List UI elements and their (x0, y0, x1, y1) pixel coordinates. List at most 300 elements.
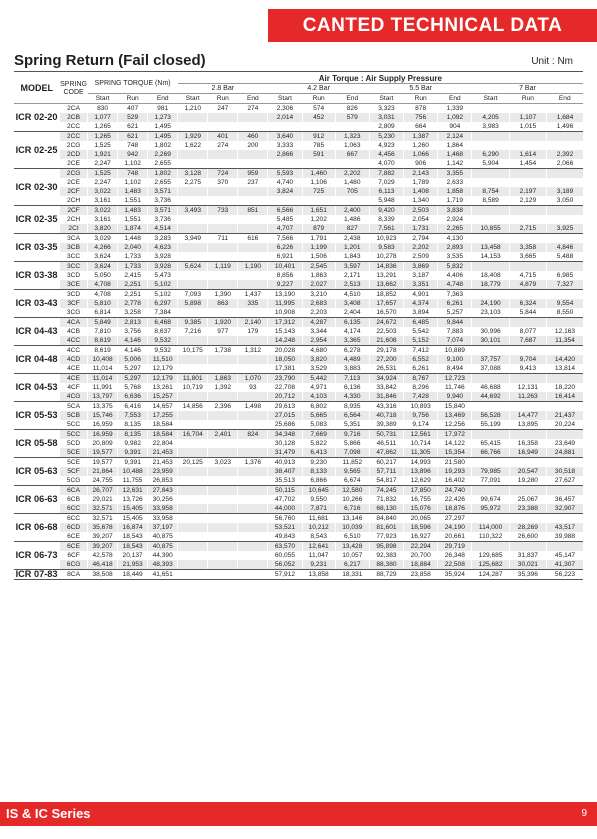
torque-cell (178, 570, 208, 580)
table-row (14, 532, 583, 542)
torque-cell: 3,358 (509, 243, 546, 252)
torque-cell (547, 290, 583, 300)
torque-cell: 1,460 (302, 169, 335, 179)
torque-cell (335, 122, 369, 132)
torque-cell: 2,014 (268, 113, 302, 122)
torque-cell: 8,296 (404, 383, 438, 392)
torque-cell (238, 551, 268, 560)
torque-cell (302, 122, 335, 132)
torque-cell: 11,746 (438, 383, 472, 392)
torque-cell (208, 411, 238, 420)
spring-code-cell: 2CF (60, 187, 88, 196)
model-cell: ICR 02-30 (14, 169, 60, 206)
torque-cell (509, 430, 546, 440)
torque-cell: 6,324 (509, 299, 546, 308)
torque-cell: 724 (208, 169, 238, 179)
torque-cell (547, 542, 583, 552)
torque-cell: 1,480 (335, 178, 369, 187)
torque-cell: 5,485 (268, 215, 302, 224)
torque-cell: 1,684 (547, 113, 583, 122)
torque-cell: 10,057 (335, 551, 369, 560)
table-row (14, 411, 583, 420)
torque-cell: 29,178 (369, 346, 403, 356)
torque-cell: 41,651 (148, 570, 178, 580)
header-rule (14, 71, 583, 72)
torque-cell: 179 (238, 327, 268, 336)
torque-cell: 10,039 (335, 523, 369, 532)
torque-cell: 3,756 (118, 327, 148, 336)
torque-cell (208, 504, 238, 514)
torque-cell (472, 374, 509, 384)
torque-cell (547, 262, 583, 272)
torque-cell: 24,881 (547, 448, 583, 458)
torque-cell: 54,817 (369, 476, 403, 486)
torque-cell: 10,401 (268, 262, 302, 272)
torque-cell (208, 150, 238, 159)
torque-cell: 10,175 (178, 346, 208, 356)
table-row (14, 308, 583, 318)
torque-cell: 9,391 (118, 448, 148, 458)
table-row (14, 495, 583, 504)
torque-cell: 5,542 (404, 327, 438, 336)
table-row (14, 476, 583, 486)
torque-cell: 2,513 (335, 280, 369, 290)
torque-cell: 1,190 (238, 262, 268, 272)
spring-code-cell: 2CD (60, 150, 88, 159)
torque-cell: 39,207 (88, 542, 118, 552)
torque-cell: 30,256 (148, 495, 178, 504)
torque-cell: 3,624 (88, 262, 118, 272)
table-row (14, 234, 583, 244)
torque-cell: 34,924 (369, 374, 403, 384)
torque-cell: 3,824 (268, 187, 302, 196)
torque-cell: 4,103 (302, 392, 335, 402)
torque-cell: 7,871 (302, 504, 335, 514)
torque-cell: 370 (208, 178, 238, 187)
torque-cell: 2,545 (302, 262, 335, 272)
torque-cell: 4,846 (547, 243, 583, 252)
torque-cell (335, 196, 369, 206)
torque-cell (238, 336, 268, 346)
torque-cell: 74,245 (369, 486, 403, 496)
torque-cell: 23,649 (547, 439, 583, 448)
spring-code-cell: 2CH (60, 196, 88, 206)
torque-cell: 6,921 (268, 252, 302, 262)
torque-cell: 2,438 (335, 234, 369, 244)
torque-cell: 1,791 (302, 234, 335, 244)
table-row (14, 206, 583, 216)
torque-cell (238, 196, 268, 206)
torque-cell (238, 271, 268, 280)
table-row (14, 122, 583, 132)
page-number: 9 (581, 808, 587, 819)
torque-cell: 4,879 (509, 280, 546, 290)
spring-code-cell: 3CA (60, 234, 88, 244)
torque-cell (208, 308, 238, 318)
torque-cell: 5,768 (118, 383, 148, 392)
torque-cell: 9,391 (118, 458, 148, 468)
torque-cell: 4,740 (268, 178, 302, 187)
torque-cell: 8,619 (88, 346, 118, 356)
torque-cell: 3,529 (302, 364, 335, 374)
torque-cell: 407 (118, 104, 148, 114)
torque-cell: 8,589 (472, 196, 509, 206)
torque-cell: 1,408 (404, 187, 438, 196)
torque-cell: 10,645 (302, 486, 335, 496)
spring-code-cell: 5CB (60, 411, 88, 420)
torque-cell: 942 (118, 150, 148, 159)
spring-code-cell: 3CC (60, 252, 88, 262)
torque-cell: 1,614 (509, 150, 546, 159)
torque-cell: 3,820 (302, 355, 335, 364)
torque-cell (547, 402, 583, 412)
torque-cell: 977 (208, 327, 238, 336)
sub-header-run: Run (208, 94, 238, 104)
torque-cell: 8,339 (369, 215, 403, 224)
torque-cell (178, 523, 208, 532)
torque-cell: 1,070 (238, 374, 268, 384)
torque-cell: 21,453 (148, 458, 178, 468)
torque-cell: 11,755 (118, 476, 148, 486)
spring-code-cell: 2CF (60, 206, 88, 216)
torque-cell: 621 (118, 132, 148, 142)
torque-cell: 4,456 (369, 150, 403, 159)
torque-cell (178, 224, 208, 234)
torque-cell: 27,015 (268, 411, 302, 420)
model-cell: ICR 06-73 (14, 542, 60, 570)
torque-cell (547, 206, 583, 216)
torque-cell: 3,535 (438, 252, 472, 262)
sub-header-run: Run (404, 94, 438, 104)
torque-cell: 1,202 (302, 215, 335, 224)
torque-cell (238, 392, 268, 402)
torque-cell: 71,832 (369, 495, 403, 504)
torque-cell: 17,312 (268, 318, 302, 328)
torque-cell: 114,000 (472, 523, 509, 532)
torque-cell: 33,958 (148, 504, 178, 514)
torque-cell: 4,489 (335, 355, 369, 364)
torque-cell: 3,161 (88, 196, 118, 206)
torque-cell (472, 458, 509, 468)
torque-cell: 3,351 (404, 280, 438, 290)
torque-cell: 8,767 (404, 374, 438, 384)
torque-cell: 5,050 (88, 271, 118, 280)
torque-cell: 5,230 (369, 132, 403, 142)
torque-cell: 7,561 (369, 224, 403, 234)
header-pressure: 7 Bar (472, 84, 583, 94)
torque-cell (208, 355, 238, 364)
torque-cell: 23,959 (148, 467, 178, 476)
torque-cell: 56,223 (547, 570, 583, 580)
torque-cell: 2,129 (509, 196, 546, 206)
sub-header-start: Start (268, 94, 302, 104)
torque-cell: 1,495 (148, 122, 178, 132)
torque-cell (238, 523, 268, 532)
torque-cell: 3,022 (88, 206, 118, 216)
torque-cell: 55,199 (472, 420, 509, 430)
torque-cell: 4,266 (88, 243, 118, 252)
torque-cell: 9,554 (547, 299, 583, 308)
torque-cell: 8,543 (302, 532, 335, 542)
torque-cell: 15,405 (118, 504, 148, 514)
torque-cell: 10,266 (335, 495, 369, 504)
torque-cell: 5,257 (438, 308, 472, 318)
torque-cell: 2,054 (404, 215, 438, 224)
header-pressure: 2.8 Bar (178, 84, 268, 94)
torque-cell: 15,257 (148, 392, 178, 402)
torque-cell: 2,143 (404, 169, 438, 179)
torque-cell: 2,392 (547, 150, 583, 159)
torque-cell (178, 364, 208, 374)
torque-cell: 7,553 (118, 411, 148, 420)
torque-cell: 3,210 (302, 290, 335, 300)
torque-cell (268, 196, 302, 206)
torque-cell: 14,657 (148, 402, 178, 412)
torque-cell: 2,655 (148, 178, 178, 187)
torque-cell: 77,091 (472, 476, 509, 486)
torque-cell: 22,294 (404, 542, 438, 552)
torque-cell: 460 (238, 132, 268, 142)
torque-cell: 6,226 (268, 243, 302, 252)
torque-cell: 1,921 (88, 150, 118, 159)
spring-code-cell: 5CD (60, 439, 88, 448)
torque-cell: 15,354 (438, 448, 472, 458)
torque-cell: 7,384 (148, 308, 178, 318)
torque-cell: 5,866 (335, 439, 369, 448)
torque-cell: 18,543 (118, 532, 148, 542)
torque-cell (208, 420, 238, 430)
torque-cell: 45,147 (547, 551, 583, 560)
torque-cell: 24,755 (88, 476, 118, 486)
sub-header-run: Run (118, 94, 148, 104)
torque-cell: 18,543 (118, 542, 148, 552)
torque-cell: 6,413 (302, 448, 335, 458)
sub-header-start: Start (88, 94, 118, 104)
torque-cell: 22,426 (438, 495, 472, 504)
torque-cell: 7,113 (335, 374, 369, 384)
torque-cell (238, 495, 268, 504)
torque-cell: 30,101 (472, 336, 509, 346)
torque-cell: 6,674 (335, 476, 369, 486)
torque-cell (178, 271, 208, 280)
torque-cell: 1,323 (335, 132, 369, 142)
torque-cell (238, 113, 268, 122)
torque-cell: 2,655 (148, 159, 178, 169)
torque-cell: 1,733 (118, 262, 148, 272)
sub-header-end: End (438, 94, 472, 104)
torque-cell: 5,083 (302, 420, 335, 430)
torque-cell: 6,416 (118, 402, 148, 412)
torque-cell: 77,923 (369, 532, 403, 542)
torque-cell (178, 560, 208, 570)
torque-cell (472, 234, 509, 244)
torque-cell (238, 150, 268, 159)
torque-cell: 18,876 (438, 504, 472, 514)
table-row (14, 570, 583, 580)
torque-cell: 12,131 (509, 383, 546, 392)
torque-cell: 1,468 (438, 150, 472, 159)
torque-cell: 6,278 (335, 346, 369, 356)
torque-cell: 1,525 (88, 169, 118, 179)
torque-cell: 8,856 (268, 271, 302, 280)
torque-cell: 30,996 (472, 327, 509, 336)
torque-cell: 2,275 (178, 178, 208, 187)
torque-cell: 43,316 (369, 402, 403, 412)
torque-cell: 16,570 (369, 308, 403, 318)
table-row (14, 271, 583, 280)
torque-cell (302, 159, 335, 169)
spring-code-cell: 2CH (60, 215, 88, 224)
spring-code-cell: 4CE (60, 364, 88, 374)
torque-cell: 3,323 (369, 104, 403, 114)
spring-code-cell: 2CC (60, 132, 88, 142)
torque-cell: 7,412 (404, 346, 438, 356)
torque-cell: 84,840 (369, 514, 403, 524)
torque-cell: 4,130 (438, 234, 472, 244)
model-cell: ICR 02-35 (14, 206, 60, 234)
torque-cell (238, 355, 268, 364)
table-row (14, 551, 583, 560)
torque-cell (178, 196, 208, 206)
torque-cell: 959 (238, 169, 268, 179)
torque-cell: 20,809 (88, 439, 118, 448)
torque-cell: 9,756 (404, 411, 438, 420)
spring-code-cell: 2CE (60, 159, 88, 169)
torque-cell (208, 448, 238, 458)
torque-cell: 18,331 (335, 570, 369, 580)
torque-cell: 6,297 (148, 299, 178, 308)
torque-cell (178, 467, 208, 476)
torque-cell: 8,494 (438, 364, 472, 374)
torque-cell (509, 374, 546, 384)
torque-cell: 1,802 (148, 169, 178, 179)
torque-cell (335, 159, 369, 169)
torque-cell: 13,146 (335, 514, 369, 524)
torque-cell: 37,088 (472, 364, 509, 374)
torque-cell: 5,297 (118, 364, 148, 374)
torque-cell: 4,510 (335, 290, 369, 300)
torque-cell: 8,135 (118, 420, 148, 430)
torque-cell: 1,525 (88, 141, 118, 150)
spring-code-cell: 5CF (60, 467, 88, 476)
table-row (14, 336, 583, 346)
torque-cell (238, 542, 268, 552)
torque-cell (509, 486, 546, 496)
torque-cell: 830 (88, 104, 118, 114)
torque-cell (208, 243, 238, 252)
torque-cell: 10,855 (472, 224, 509, 234)
torque-cell: 16,959 (88, 420, 118, 430)
torque-cell (178, 113, 208, 122)
model-cell: ICR 06-68 (14, 514, 60, 542)
torque-cell (208, 570, 238, 580)
torque-cell: 2,893 (438, 243, 472, 252)
table-row (14, 243, 583, 252)
torque-cell: 10,714 (404, 439, 438, 448)
spring-code-cell: 3CD (60, 290, 88, 300)
torque-cell (208, 159, 238, 169)
torque-cell: 5,904 (472, 159, 509, 169)
torque-cell: 4,623 (148, 243, 178, 252)
header-air-torque: Air Torque : Air Supply Pressure (178, 74, 583, 84)
torque-cell: 11,991 (88, 383, 118, 392)
torque-cell (178, 411, 208, 420)
torque-cell: 40,875 (148, 542, 178, 552)
torque-cell: 667 (335, 150, 369, 159)
torque-cell: 38,407 (268, 467, 302, 476)
table-row (14, 169, 583, 179)
table-row (14, 187, 583, 196)
torque-cell: 53,521 (268, 523, 302, 532)
torque-cell: 748 (118, 141, 148, 150)
torque-cell (178, 420, 208, 430)
torque-cell: 13,814 (547, 364, 583, 374)
table-row (14, 560, 583, 570)
torque-cell: 7,882 (369, 169, 403, 179)
torque-cell: 879 (302, 224, 335, 234)
spring-code-cell: 2CG (60, 141, 88, 150)
torque-cell: 1,874 (118, 224, 148, 234)
model-cell: ICR 04-43 (14, 318, 60, 346)
header-model: MODEL (14, 74, 60, 104)
torque-cell: 11,263 (509, 392, 546, 402)
torque-cell: 1,738 (208, 346, 238, 356)
torque-cell: 2,794 (404, 234, 438, 244)
torque-cell: 7,810 (88, 327, 118, 336)
torque-cell (547, 141, 583, 150)
torque-cell: 5,810 (88, 299, 118, 308)
torque-cell: 9,413 (509, 364, 546, 374)
torque-cell: 5,351 (335, 420, 369, 430)
torque-cell (238, 280, 268, 290)
torque-cell: 5,898 (178, 299, 208, 308)
torque-cell: 13,190 (268, 290, 302, 300)
torque-cell: 13,896 (404, 467, 438, 476)
torque-cell: 20,137 (118, 551, 148, 560)
torque-cell: 7,074 (438, 336, 472, 346)
torque-cell: 95,972 (472, 504, 509, 514)
torque-cell (472, 514, 509, 524)
torque-cell: 2,503 (404, 206, 438, 216)
torque-cell (547, 374, 583, 384)
table-row (14, 318, 583, 328)
torque-cell (547, 169, 583, 179)
torque-cell: 23,858 (404, 570, 438, 580)
table-row (14, 364, 583, 374)
sub-header-end: End (238, 94, 268, 104)
torque-cell: 981 (148, 104, 178, 114)
table-row (14, 514, 583, 524)
torque-cell: 12,561 (404, 430, 438, 440)
spring-code-cell: 3CF (60, 299, 88, 308)
torque-cell: 1,622 (178, 141, 208, 150)
torque-cell (547, 104, 583, 114)
torque-cell: 1,199 (302, 243, 335, 252)
torque-cell: 2,924 (438, 215, 472, 224)
torque-cell: 88,729 (369, 570, 403, 580)
table-row (14, 402, 583, 412)
torque-cell (208, 495, 238, 504)
torque-cell: 826 (335, 104, 369, 114)
torque-cell (472, 318, 509, 328)
torque-cell: 9,550 (302, 495, 335, 504)
torque-cell: 3,949 (178, 234, 208, 244)
torque-cell: 5,822 (302, 439, 335, 448)
model-cell: ICR 07-83 (14, 570, 60, 580)
torque-cell: 5,102 (148, 280, 178, 290)
torque-cell: 46,418 (88, 560, 118, 570)
torque-cell: 93 (238, 383, 268, 392)
